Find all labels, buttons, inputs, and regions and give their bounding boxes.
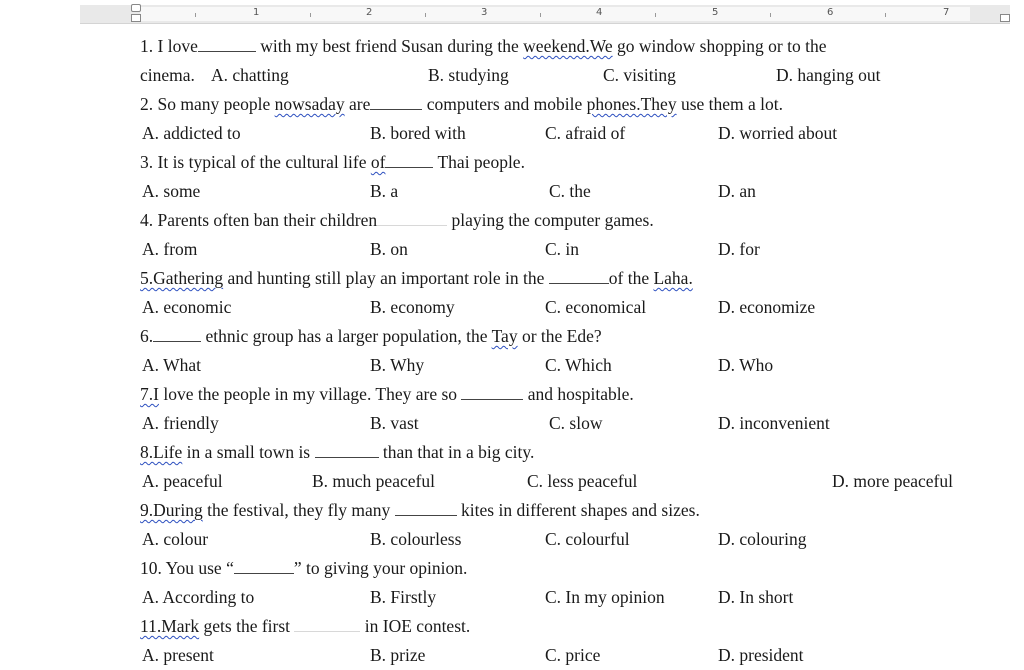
option-d[interactable]: D. Who (718, 355, 774, 375)
ruler-number: 7 (943, 7, 950, 18)
question-text: phones.They (586, 94, 677, 114)
ruler-number: 5 (712, 7, 719, 18)
option-b[interactable]: B. on (370, 239, 408, 259)
question-text: of the (608, 268, 650, 288)
question-text: of (370, 152, 386, 172)
question-text: So many people (157, 94, 271, 114)
question-text: It is typical of the cultural life (157, 152, 367, 172)
question-text: and hospitable. (527, 384, 634, 404)
option-c[interactable]: C. the (549, 181, 591, 201)
question-text: 10. You use “ (140, 558, 234, 578)
question-text: nowsaday (274, 94, 345, 114)
option-a[interactable]: A. from (142, 239, 198, 259)
option-c[interactable]: C. visiting (603, 65, 676, 85)
question-number: 1. (140, 36, 154, 56)
option-d[interactable]: D. more peaceful (832, 471, 953, 491)
ruler-number: 1 (253, 7, 260, 18)
answer-blank[interactable] (395, 499, 457, 516)
question-text: go window shopping or to the (617, 36, 827, 56)
question-7 (140, 380, 634, 409)
option-d[interactable]: D. an (718, 181, 756, 201)
option-d[interactable]: D. for (718, 239, 760, 259)
option-b[interactable]: B. a (370, 181, 399, 201)
question-text: are (349, 94, 371, 114)
option-a[interactable]: A. According to (142, 587, 255, 607)
option-a[interactable]: A. addicted to (142, 123, 241, 143)
option-a[interactable]: A. colour (142, 529, 209, 549)
option-a[interactable]: A. present (142, 645, 214, 665)
question-text: and hunting still play an important role in the (227, 268, 545, 288)
question-text: weekend.We (523, 36, 613, 56)
question-text: Thai people. (437, 152, 525, 172)
question-text: Tay (491, 326, 518, 346)
answer-blank[interactable] (153, 325, 201, 342)
option-a[interactable]: A. peaceful (142, 471, 223, 491)
question-text: Parents often ban their children (157, 210, 378, 230)
option-d[interactable]: D. colouring (718, 529, 807, 549)
question-text: or the Ede? (521, 326, 602, 346)
question-1-continuation (140, 61, 195, 90)
ruler-number: 3 (481, 7, 488, 18)
option-d[interactable]: D. president (718, 645, 804, 665)
question-5 (140, 264, 693, 293)
answer-blank[interactable] (549, 267, 609, 284)
option-b[interactable]: B. Why (370, 355, 425, 375)
option-b[interactable]: B. much peaceful (312, 471, 435, 491)
ruler-number: 2 (366, 7, 373, 18)
ruler-number: 6 (827, 7, 834, 18)
question-text: than that in a big city. (382, 442, 535, 462)
question-text: I love (157, 36, 198, 56)
question-number: 4. (140, 210, 154, 230)
question-text: ethnic group has a larger population, the (205, 326, 488, 346)
option-d[interactable]: D. hanging out (776, 65, 881, 85)
question-text: use them a lot. (680, 94, 784, 114)
question-text: love the people in my village. They are so (163, 384, 458, 404)
question-text: the festival, they fly many (207, 500, 391, 520)
option-b[interactable]: B. economy (370, 297, 455, 317)
option-c[interactable]: C. afraid of (545, 123, 626, 143)
option-d[interactable]: D. worried about (718, 123, 838, 143)
question-3 (140, 148, 525, 177)
question-4 (140, 206, 654, 235)
answer-blank[interactable] (385, 151, 433, 168)
question-text: with my best friend Susan during the (260, 36, 519, 56)
question-text: 11.Mark (140, 616, 200, 636)
option-b[interactable]: B. studying (428, 65, 509, 85)
answer-blank[interactable] (377, 209, 447, 226)
option-c[interactable]: C. price (545, 645, 601, 665)
option-c[interactable]: C. colourful (545, 529, 630, 549)
question-number: 2. (140, 94, 154, 114)
question-number: 3. (140, 152, 154, 172)
option-b[interactable]: B. Firstly (370, 587, 437, 607)
option-a[interactable]: A. What (142, 355, 201, 375)
question-text: in a small town is (186, 442, 311, 462)
question-text: 8.Life (140, 442, 183, 462)
question-text: in IOE contest. (364, 616, 471, 636)
question-text: 9.During (140, 500, 203, 520)
option-a[interactable]: A. friendly (142, 413, 219, 433)
question-text: kites in different shapes and sizes. (461, 500, 700, 520)
answer-blank[interactable] (234, 557, 294, 574)
question-10 (140, 554, 467, 583)
option-c[interactable]: C. Which (545, 355, 612, 375)
question-text: 7.I (140, 384, 159, 404)
option-a[interactable]: A. some (142, 181, 201, 201)
option-d[interactable]: D. economize (718, 297, 816, 317)
question-text: 5.Gathering (140, 268, 224, 288)
answer-blank[interactable] (370, 93, 422, 110)
option-a[interactable]: A. chatting (211, 65, 289, 85)
question-text: Laha. (653, 268, 693, 288)
question-text: cinema. (140, 65, 195, 85)
option-c[interactable]: C. economical (545, 297, 647, 317)
option-c[interactable]: C. less peaceful (527, 471, 638, 491)
question-text: playing the computer games. (451, 210, 654, 230)
question-text: computers and mobile (426, 94, 583, 114)
option-a[interactable]: A. economic (142, 297, 232, 317)
answer-blank[interactable] (461, 383, 523, 400)
question-text: gets the first (203, 616, 291, 636)
question-2 (140, 90, 783, 119)
option-b[interactable]: B. vast (370, 413, 419, 433)
option-d[interactable]: D. inconvenient (718, 413, 830, 433)
option-c[interactable]: C. slow (549, 413, 603, 433)
option-b[interactable]: B. bored with (370, 123, 466, 143)
answer-blank[interactable] (198, 35, 256, 52)
question-text: ” to giving your opinion. (293, 558, 468, 578)
ruler-number: 4 (596, 7, 603, 18)
question-11 (140, 612, 470, 641)
option-b[interactable]: B. prize (370, 645, 426, 665)
question-6 (140, 322, 602, 351)
question-8 (140, 438, 534, 467)
question-number: 6. (140, 326, 154, 346)
answer-blank[interactable] (315, 441, 379, 458)
answer-blank[interactable] (294, 615, 360, 632)
option-d[interactable]: D. In short (718, 587, 794, 607)
option-b[interactable]: B. colourless (370, 529, 462, 549)
question-1 (140, 32, 827, 61)
question-9 (140, 496, 700, 525)
option-c[interactable]: C. In my opinion (545, 587, 665, 607)
option-c[interactable]: C. in (545, 239, 580, 259)
